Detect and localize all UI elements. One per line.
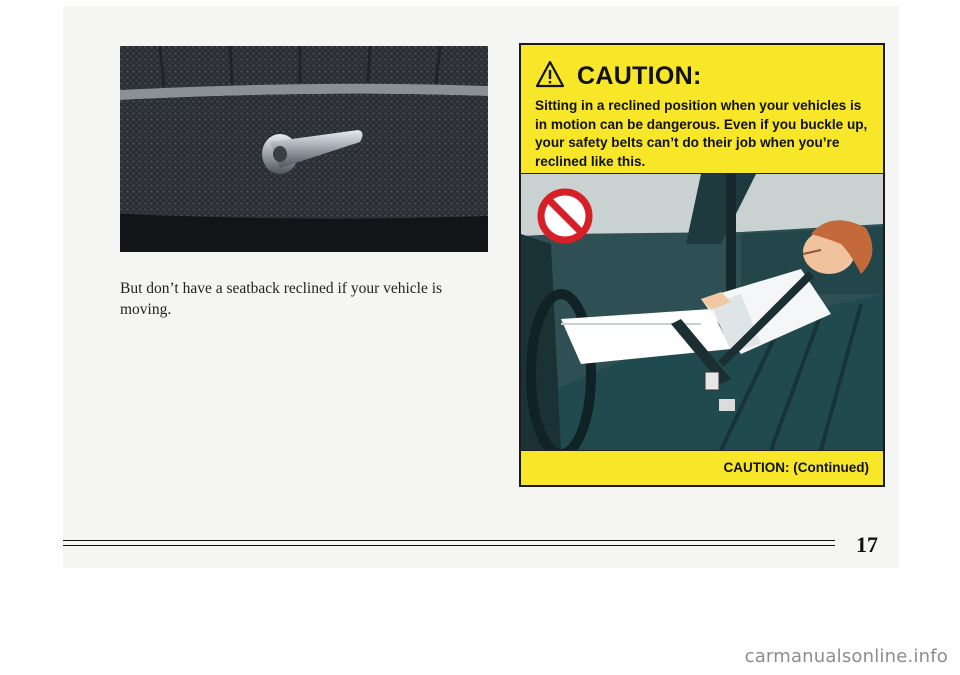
caution-continued: CAUTION: (Continued) xyxy=(723,460,869,475)
caution-header xyxy=(535,59,702,93)
caution-title: CAUTION: xyxy=(577,61,702,90)
body-text: But don’t have a seatback reclined if your vehicle is moving. xyxy=(120,280,443,318)
seat-lever-photo xyxy=(120,46,488,252)
site-watermark: carmanualsonline.info xyxy=(744,646,948,667)
page-number: 17 xyxy=(856,532,878,557)
caution-text: Sitting in a reclined position when your vehicles is in motion can be dangerous. Even if you buckle up, your safety belts can’t do their job when you’re reclined like this. xyxy=(535,98,868,169)
caution-box xyxy=(519,43,885,487)
no-symbol-icon xyxy=(541,192,589,240)
reclined-passenger-illustration xyxy=(521,173,883,451)
footer-rule xyxy=(63,540,835,546)
warning-triangle-icon xyxy=(535,60,565,93)
